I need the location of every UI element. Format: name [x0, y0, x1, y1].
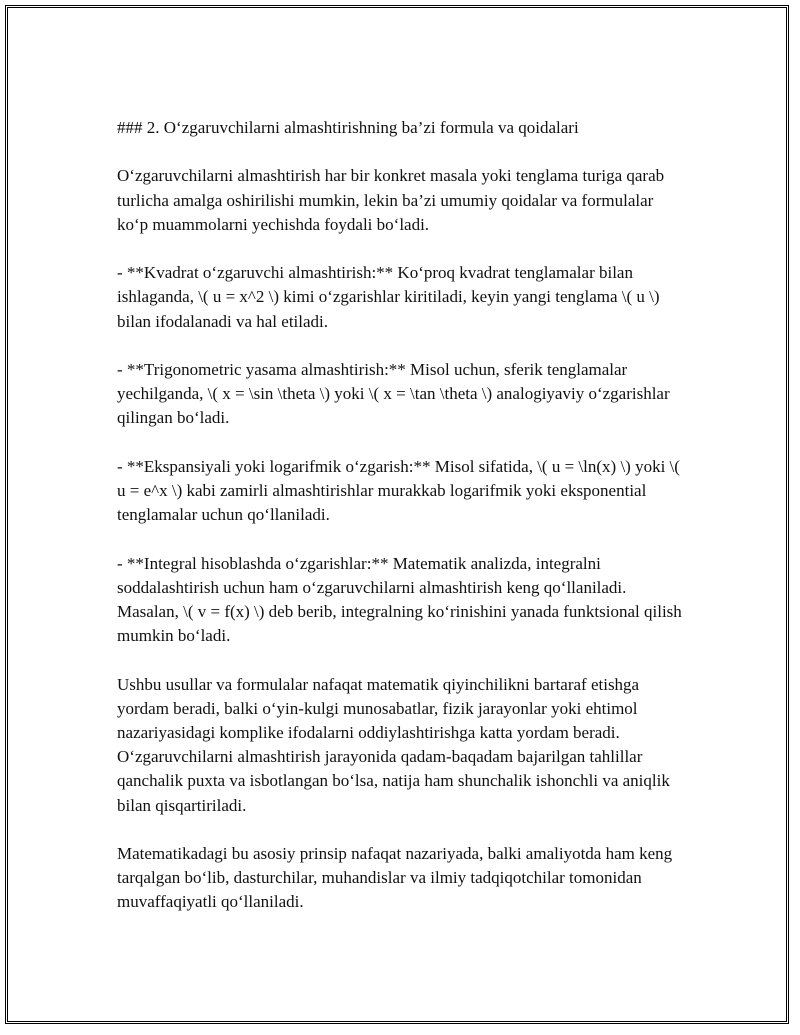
list-item-trigonometric: - **Trigonometric yasama almashtirish:** Misol uchun, sferik tenglamalar yechilganda, \( x = \sin \theta \) yoki \( x = \tan \theta \) analogiyaviy o‘zgarishlar qilingan bo‘ladi.: [117, 359, 670, 428]
document-body: [117, 116, 687, 915]
summary-paragraph: Ushbu usullar va formulalar nafaqat matematik qiyinchilikni bartaraf etishga yordam beradi, balki o‘yin-kulgi munosabatlar, fizik jarayonlar yoki ehtimol nazariyasidagi komplike ifodalarni oddiylashtirishga katta yordam beradi. O‘zgaruvchilarni almashtirish jarayonida qadam-baqadam bajarilgan tahlillar qanchalik puxta va isbotlangan bo‘lsa, natija ham shunchalik ishonchli va aniqlik bilan qisqartiriladi.: [117, 674, 670, 815]
list-item-integral: - **Integral hisoblashda o‘zgarishlar:** Matematik analizda, integralni soddalashtirish uchun ham o‘zgaruvchilarni almashtirish keng qo‘llaniladi. Masalan, \( v = f(x) \) deb berib, integralning ko‘rinishini yanada funktsional qilish mumkin bo‘ladi.: [117, 553, 682, 646]
list-item-exponential-logarithmic: - **Ekspansiyali yoki logarifmik o‘zgarish:** Misol sifatida, \( u = \ln(x) \) yoki \( u = e^x \) kabi zamirli almashtirishlar murakkab logarifmik yoki eksponential tenglamalar uchun qo‘llaniladi.: [117, 456, 680, 525]
section-heading: ### 2. O‘zgaruvchilarni almashtirishning ba’zi formula va qoidalari: [117, 118, 579, 137]
list-item-quadratic: - **Kvadrat o‘zgaruvchi almashtirish:** Ko‘proq kvadrat tenglamalar bilan ishlaganda, \( u = x^2 \) kimi o‘zgarishlar kiritiladi, keyin yangi tenglama \( u \) bilan ifodalanadi va hal etiladi.: [117, 263, 660, 331]
intro-paragraph: O‘zgaruvchilarni almashtirish har bir konkret masala yoki tenglama turiga qarab turlicha amalga oshirilishi mumkin, lekin ba’zi umumiy qoidalar va formulalar ko‘p muammolarni yechishda foydali bo‘ladi.: [117, 166, 665, 234]
closing-paragraph: Matematikadagi bu asosiy prinsip nafaqat nazariyada, balki amaliyotda ham keng tarqalgan bo‘lib, dasturchilar, muhandislar va ilmiy tadqiqotchilar tomonidan muvaffaqiyatli qo‘llaniladi.: [117, 843, 673, 912]
